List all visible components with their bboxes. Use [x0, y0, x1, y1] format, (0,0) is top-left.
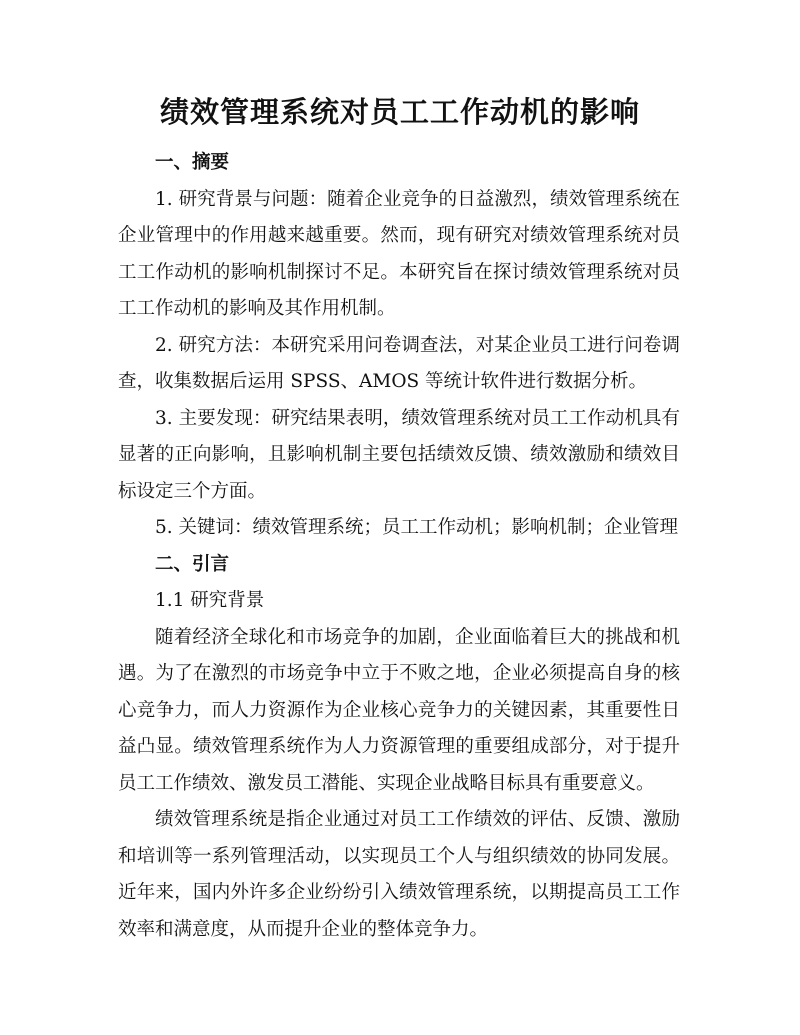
document-title: 绩效管理系统对员工工作动机的影响 — [159, 95, 640, 129]
introduction-paragraph: 随着经济全球化和市场竞争的加剧，企业面临着巨大的挑战和机遇。为了在激烈的市场竞争中立于不败之地，企业必须提高自身的核心竞争力，而人力资源作为企业核心竞争力的关键因素，其重要性日益凸显。绩效管理系统作为人力资源管理的重要组成部分，对于提升员工工作绩效、激发员工潜能、实现企业战略目标具有重要意义。 — [118, 626, 680, 794]
section-heading-introduction: 二、引言 — [155, 553, 230, 575]
subsection-heading-background: 1.1 研究背景 — [155, 590, 265, 611]
section-heading-abstract: 一、摘要 — [155, 152, 230, 173]
abstract-method-paragraph: 2. 研究方法：本研究采用问卷调查法，对某企业员工进行问卷调查，收集数据后运用 SPSS、AMOS 等统计软件进行数据分析。 — [118, 334, 680, 392]
introduction-paragraph: 绩效管理系统是指企业通过对员工工作绩效的评估、反馈、激励和培训等一系列管理活动，以实现员工个人与组织绩效的协同发展。近年来，国内外许多企业纷纷引入绩效管理系统，以期提高员工工作效率和满意度，从而提升企业的整体竞争力。 — [118, 809, 680, 940]
abstract-keywords-paragraph: 5. 关键词：绩效管理系统；员工工作动机；影响机制；企业管理 — [155, 517, 679, 538]
document-body — [118, 145, 680, 948]
abstract-background-paragraph: 1. 研究背景与问题：随着企业竞争的日益激烈，绩效管理系统在企业管理中的作用越来越重要。然而，现有研究对绩效管理系统对员工工作动机的影响机制探讨不足。本研究旨在探讨绩效管理系统对员工工作动机的影响及其作用机制。 — [118, 188, 680, 319]
abstract-findings-paragraph: 3. 主要发现：研究结果表明，绩效管理系统对员工工作动机具有显著的正向影响，且影响机制主要包括绩效反馈、绩效激励和绩效目标设定三个方面。 — [118, 407, 680, 502]
